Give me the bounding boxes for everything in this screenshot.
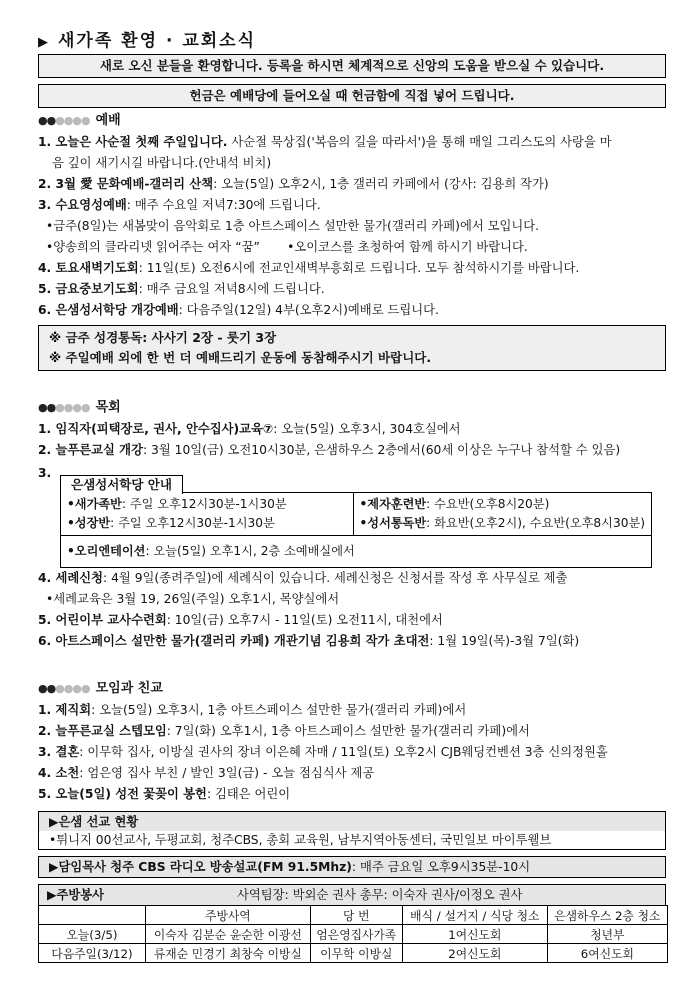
study-guide-table [60,492,652,568]
welcome-bar: 새로 오신 분들을 환영합니다. 등록을 하시면 체계적으로 신앙의 도움을 받으실 수 있습니다. [38,54,666,78]
mission-text: •튀니지 00선교사, 두평교회, 청주CBS, 총회 교육원, 남부지역아동센터, 국민일보 마이투웰브 [39,831,665,849]
list-item: 3. 수요영성예배: 매주 수요일 저녁7:30에 드립니다. [38,198,321,212]
fellowship-heading: ●●●●●● 모임과 친교 [38,678,666,700]
list-item: 1. 제직회: 오늘(5일) 오후3시, 1층 아트스페이스 설만한 물가(갤러리 카페)에서 [38,703,467,717]
list-item: 1. 오늘은 사순절 첫째 주일입니다. 사순절 묵상집('복음의 길을 따라서')을 통해 매일 그리스도의 사랑을 마 [38,135,612,149]
list-item: 5. 오늘(5일) 성전 꽃꽂이 봉헌: 김태은 어린이 [38,787,291,801]
bulletin-page [38,28,666,963]
dots-icon: ●●●●●● [38,682,90,695]
list-item: 1. 임직자(피택장로, 권사, 안수집사)교육⑦: 오늘(5일) 오후3시, 304호실에서 [38,422,461,436]
list-item: 3. [38,466,52,480]
list-item: 4. 토요새벽기도회: 11일(토) 오전6시에 전교인새벽부흥회로 드립니다. 모두 참석하시기를 바랍니다. [38,261,580,275]
study-guide-title: 은샘성서학당 안내 [60,475,183,494]
kitchen-service-table [38,905,668,963]
list-item: 5. 어린이부 교사수련회: 10일(금) 오후7시 - 11일(토) 오전11시, 대천에서 [38,613,443,627]
section-title: ▶ 새가족 환영 · 교회소식 [38,28,666,54]
list-item: 6. 은샘성서학당 개강예배: 다음주일(12일) 4부(오후2시)예배로 드립니다. [38,303,439,317]
list-item: 6. 아트스페이스 설만한 물가(갤러리 카페) 개관기념 김용희 작가 초대전: 1월 19일(목)-3월 7일(화) [38,634,580,648]
table-cell: •오리엔테이션: 오늘(5일) 오후1시, 2층 소예배실에서 [67,544,355,558]
mission-title: ▶은샘 선교 현황 [49,815,139,829]
list-item: 2. 늘푸른교실 개강: 3월 10일(금) 오전10시30분, 은샘하우스 2층에서(60세 이상은 누구나 참석할 수 있음) [38,443,621,457]
radio-bar: ▶담임목사 청주 CBS 라디오 방송설교(FM 91.5Mhz): 매주 금요일 오후9시35분-10시 [38,856,666,878]
worship-list [38,132,666,321]
table-row [61,493,651,536]
study-guide [38,463,666,568]
table-row: 오늘(3/5) 이숙자 김분순 윤순한 이광선 엄은영집사가족 1여신도회 청년부 [39,925,668,944]
mission-box [38,811,666,850]
list-item: •세례교육은 3월 19, 26일(주일) 오후1시, 목양실에서 [46,592,340,606]
list-item: 5. 금요중보기도회: 매주 금요일 저녁8시에 드립니다. [38,282,325,296]
list-item: 2. 늘푸른교실 스텝모임: 7일(화) 오후1시, 1층 아트스페이스 설만한 물가(갤러리 카페)에서 [38,724,530,738]
table-header-row: 주방사역 당 번 배식 / 설거지 / 식당 청소 은샘하우스 2층 청소 [39,906,668,925]
kitchen-service-header [38,884,666,905]
list-item: 4. 소천: 엄은영 집사 부친 / 발인 3일(금) - 오늘 점심식사 제공 [38,766,375,780]
list-item: 음 깊이 새기시길 바랍니다.(안내석 비치) [52,156,272,170]
list-item: 3. 결혼: 이무학 집사, 이방실 권사의 장녀 이은혜 자매 / 11일(토) 오후2시 CJB웨딩컨벤션 3층 신의정원홀 [38,745,608,759]
list-item: •양송희의 클라리넷 읽어주는 여자 “꿈” •오이코스를 초청하여 함께 하시기 바랍니다. [46,240,528,254]
note-line: ※ 금주 성경통독: 사사기 2장 - 룻기 3장 [49,330,277,345]
kitchen-service-title: ▶주방봉사 [47,888,104,902]
table-row: 다음주일(3/12) 류재순 민경기 최창숙 이방실 이무학 이방실 2여신도회 6여신도회 [39,944,668,963]
list-item: 4. 세례신청: 4월 9일(종려주일)에 세례식이 있습니다. 세례신청은 신청서를 작성 후 사무실로 제출 [38,571,568,585]
dots-icon: ●●●●●● [38,401,90,414]
note-line: ※ 주일예배 외에 한 번 더 예배드리기 운동에 동참해주시기 바랍니다. [49,350,432,365]
list-item: 2. 3월 愛 문화예배-갤러리 산책: 오늘(5일) 오후2시, 1층 갤러리 카페에서 (강사: 김용희 작가) [38,177,549,191]
notice-box [38,325,666,371]
dots-icon: ●●●●●● [38,114,90,127]
kitchen-service [38,884,666,963]
ministry-heading: ●●●●●● 목회 [38,397,666,419]
list-item: •금주(8일)는 새봄맞이 음악회로 1층 아트스페이스 설만한 물가(갤러리 카페)에서 모입니다. [46,219,540,233]
table-cell: •새가족반: 주일 오후12시30분-1시30분 •성장반: 주일 오후12시30분-1시30분 [67,497,287,530]
table-cell: •제자훈련반: 수요반(오후8시20분) •성서통독반: 화요반(오후2시), 수요반(오후8시30분) [353,493,651,535]
kitchen-service-info: 사역팀장: 박외순 권사 총무: 이숙자 권사/이정오 권사 [237,888,523,902]
table-row [61,536,651,567]
triangle-right-icon: ▶ [38,35,50,50]
worship-heading: ●●●●●● 예배 [38,110,666,132]
offering-bar: 헌금은 예배당에 들어오실 때 헌금함에 직접 넣어 드립니다. [38,84,666,108]
